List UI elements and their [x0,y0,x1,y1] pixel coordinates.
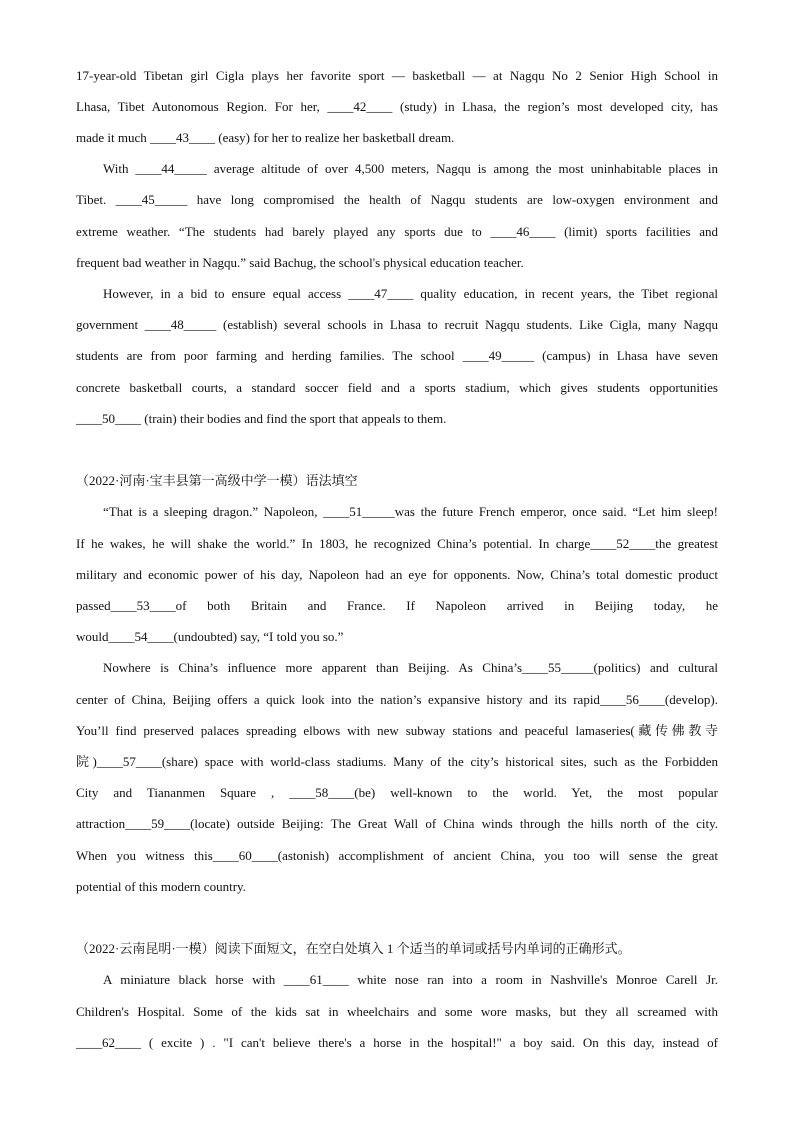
passage2-line: center of China, Beijing offers a quick look into the nation’s expansive history and its rapid____56____(develop). [76,692,718,707]
passage1-line: Tibet. ____45_____ have long compromised the health of Nagqu students are low-oxygen environment and [76,192,718,207]
passage1-line: frequent bad weather in Nagqu.” said Bachug, the school's physical education teacher. [76,255,524,270]
passage3-line: Children's Hospital. Some of the kids sat in wheelchairs and some wore masks, but they all screamed with [76,1004,718,1019]
passage2-line: attraction____59____(locate) outside Beijing: The Great Wall of China winds through the hills north of the city. [76,816,718,831]
passage2-line: potential of this modern country. [76,879,246,894]
passage2-line: Nowhere is China’s influence more apparent than Beijing. As China’s____55_____(politics) and cultural [103,660,718,675]
passage1-line: government ____48_____ (establish) several schools in Lhasa to recruit Nagqu students. Like Cigla, many Nagqu [76,317,718,332]
passage2-line: would____54____(undoubted) say, “I told you so.” [76,629,344,644]
passage1-line: 17-year-old Tibetan girl Cigla plays her favorite sport — basketball — at Nagqu No 2 Senior High School in [76,68,718,83]
passage1-line: concrete basketball courts, a standard soccer field and a sports stadium, which gives students opportunities [76,380,718,395]
passage2-line: When you witness this____60____(astonish) accomplishment of ancient China, you too will sense the great [76,848,718,863]
passage1-line: made it much ____43____ (easy) for her to realize her basketball dream. [76,130,455,145]
passage1-line: extreme weather. “The students had barely played any sports due to ____46____ (limit) sports facilities and [76,224,718,239]
passage1-line: students are from poor farming and herding families. The school ____49_____ (campus) in Lhasa have seven [76,348,718,363]
passage2-line: 院)____57____(share) space with world-class stadiums. Many of the city’s historical sites, such as the Forbidden [76,754,718,769]
passage1-line: However, in a bid to ensure equal access ____47____ quality education, in recent years, the Tibet regional [103,286,718,301]
section-header: （2022·云南昆明·一模）阅读下面短文，在空白处填入 1 个适当的单词或括号内单词的正确形式。 [76,941,631,956]
passage3-line: ____62____ ( excite ) . "I can't believe there's a horse in the hospital!" a boy said. On this day, instead of [76,1035,718,1050]
section-header: （2022·河南·宝丰县第一高级中学一模）语法填空 [76,473,358,488]
passage2-line: military and economic power of his day, Napoleon had an eye for opponents. Now, China’s total domestic product [76,567,718,582]
passage3-line: A miniature black horse with ____61____ white nose ran into a room in Nashville's Monroe Carell Jr. [103,972,718,987]
passage1-line: Lhasa, Tibet Autonomous Region. For her, ____42____ (study) in Lhasa, the region’s most developed city, has [76,99,718,114]
passage2-line: You’ll find preserved palaces spreading elbows with new subway stations and peaceful lamaseries(藏传佛教寺 [76,723,718,738]
passage2-line: “That is a sleeping dragon.” Napoleon, ____51_____was the future French emperor, once said. “Let him sleep! [103,504,718,519]
passage1-line: ____50____ (train) their bodies and find the sport that appeals to them. [76,411,447,426]
passage2-line: passed____53____of both Britain and France. If Napoleon arrived in Beijing today, he [76,598,718,613]
passage1-line: With ____44_____ average altitude of over 4,500 meters, Nagqu is among the most uninhabitable places in [103,161,718,176]
passage2-line: If he wakes, he will shake the world.” In 1803, he recognized China’s potential. In charge____52____the greatest [76,536,718,551]
passage2-line: City and Tiananmen Square , ____58____(be) well-known to the world. Yet, the most popular [76,785,718,800]
